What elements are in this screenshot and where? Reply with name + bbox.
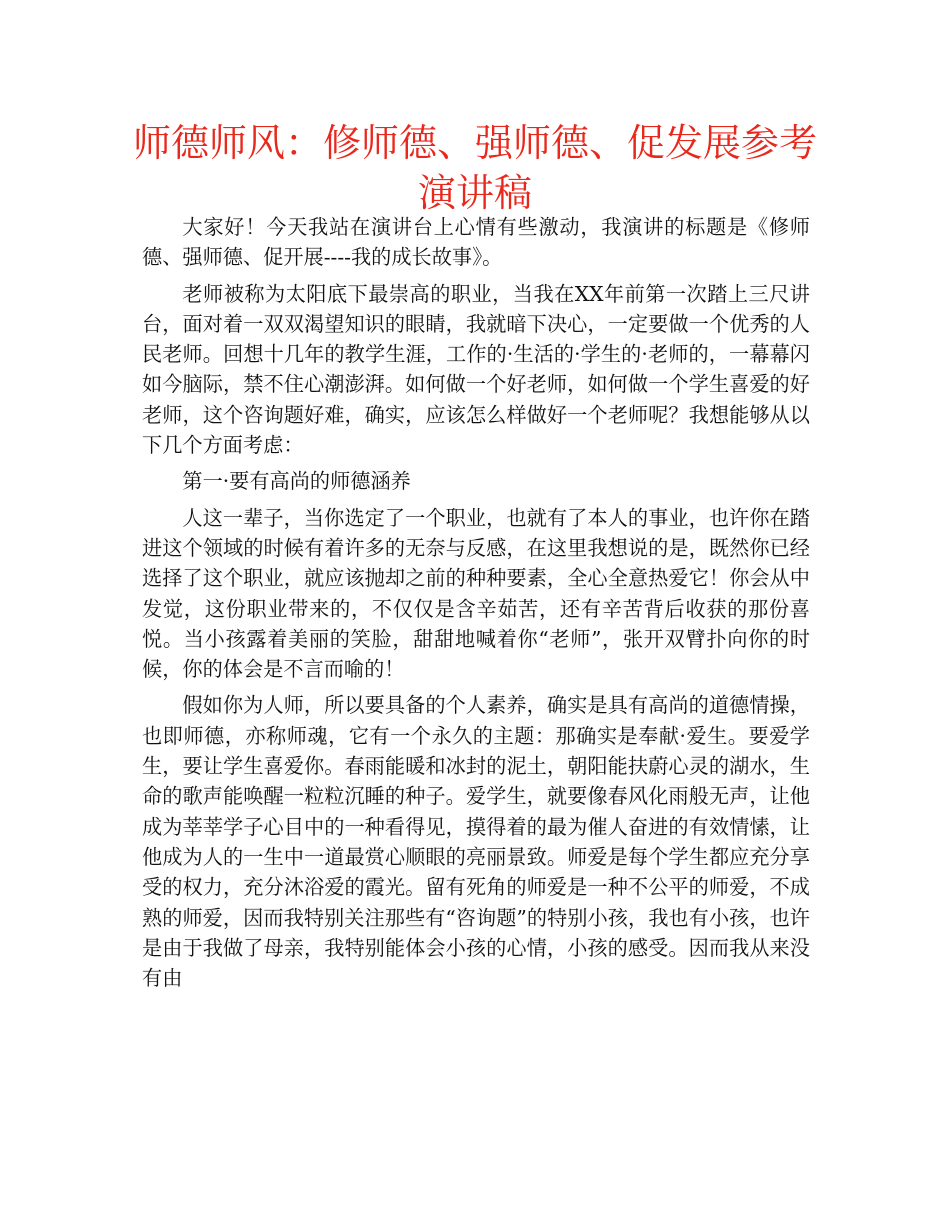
paragraph-intro: 老师被称为太阳底下最崇高的职业，当我在XX年前第一次踏上三尺讲台，面对着一双双渴望知识的眼睛，我就暗下决心，一定要做一个优秀的人民老师。回想十几年的教学生涯，工作的·生活的·学生的·老师的，一幕幕闪如今脑际，禁不住心潮澎湃。如何做一个好老师，如何做一个学生喜爱的好老师，这个咨询题好难，确实，应该怎么样做好一个老师呢？我想能够从以下几个方面考虑： [142,281,810,458]
section-heading: 第一·要有高尚的师德涵养 [182,469,411,494]
page-title: 师德师风：修师德、强师德、促发展参考演讲稿 [132,121,817,215]
paragraph-teacher-ethics: 假如你为人师，所以要具备的个人素养，确实是具有高尚的道德情操，也即师德，亦称师魂，它有一个永久的主题：那确实是奉献·爱生。要爱学生，要让学生喜爱你。春雨能暖和冰封的泥土，朝阳能扶蔚心灵的湖水，生命的歌声能唤醒一粒粒沉睡的种子。爱学生，就要像春风化雨般无声，让他成为莘莘学子心目中的一种看得见，摸得着的最为催人奋进的有效情愫，让他成为人的一生中一道最赏心顺眼的亮丽景致。师爱是每个学生都应充分享受的权力，充分沐浴爱的霞光。留有死角的师爱是一种不公平的师爱，不成熟的师爱，因而我特别关注那些有“咨询题”的特别小孩，我也有小孩，也许是由于我做了母亲，我特别能体会小孩的心情，小孩的感受。因而我从来没有由 [142,693,810,991]
paragraph-career: 人这一辈子，当你选定了一个职业，也就有了本人的事业，也许你在踏进这个领域的时候有着许多的无奈与反感，在这里我想说的是，既然你已经选择了这个职业，就应该抛却之前的种种要素，全心全意热爱它！你会从中发觉，这份职业带来的，不仅仅是含辛茹苦，还有辛苦背后收获的那份喜悦。当小孩露着美丽的笑脸，甜甜地喊着你“老师”，张开双臂扑向你的时候，你的体会是不言而喻的！ [142,505,810,682]
paragraph-greeting: 大家好！今天我站在演讲台上心情有些激动，我演讲的标题是《修师德、强师德、促开展----我的成长故事》。 [142,215,810,270]
document-body [142,212,810,993]
